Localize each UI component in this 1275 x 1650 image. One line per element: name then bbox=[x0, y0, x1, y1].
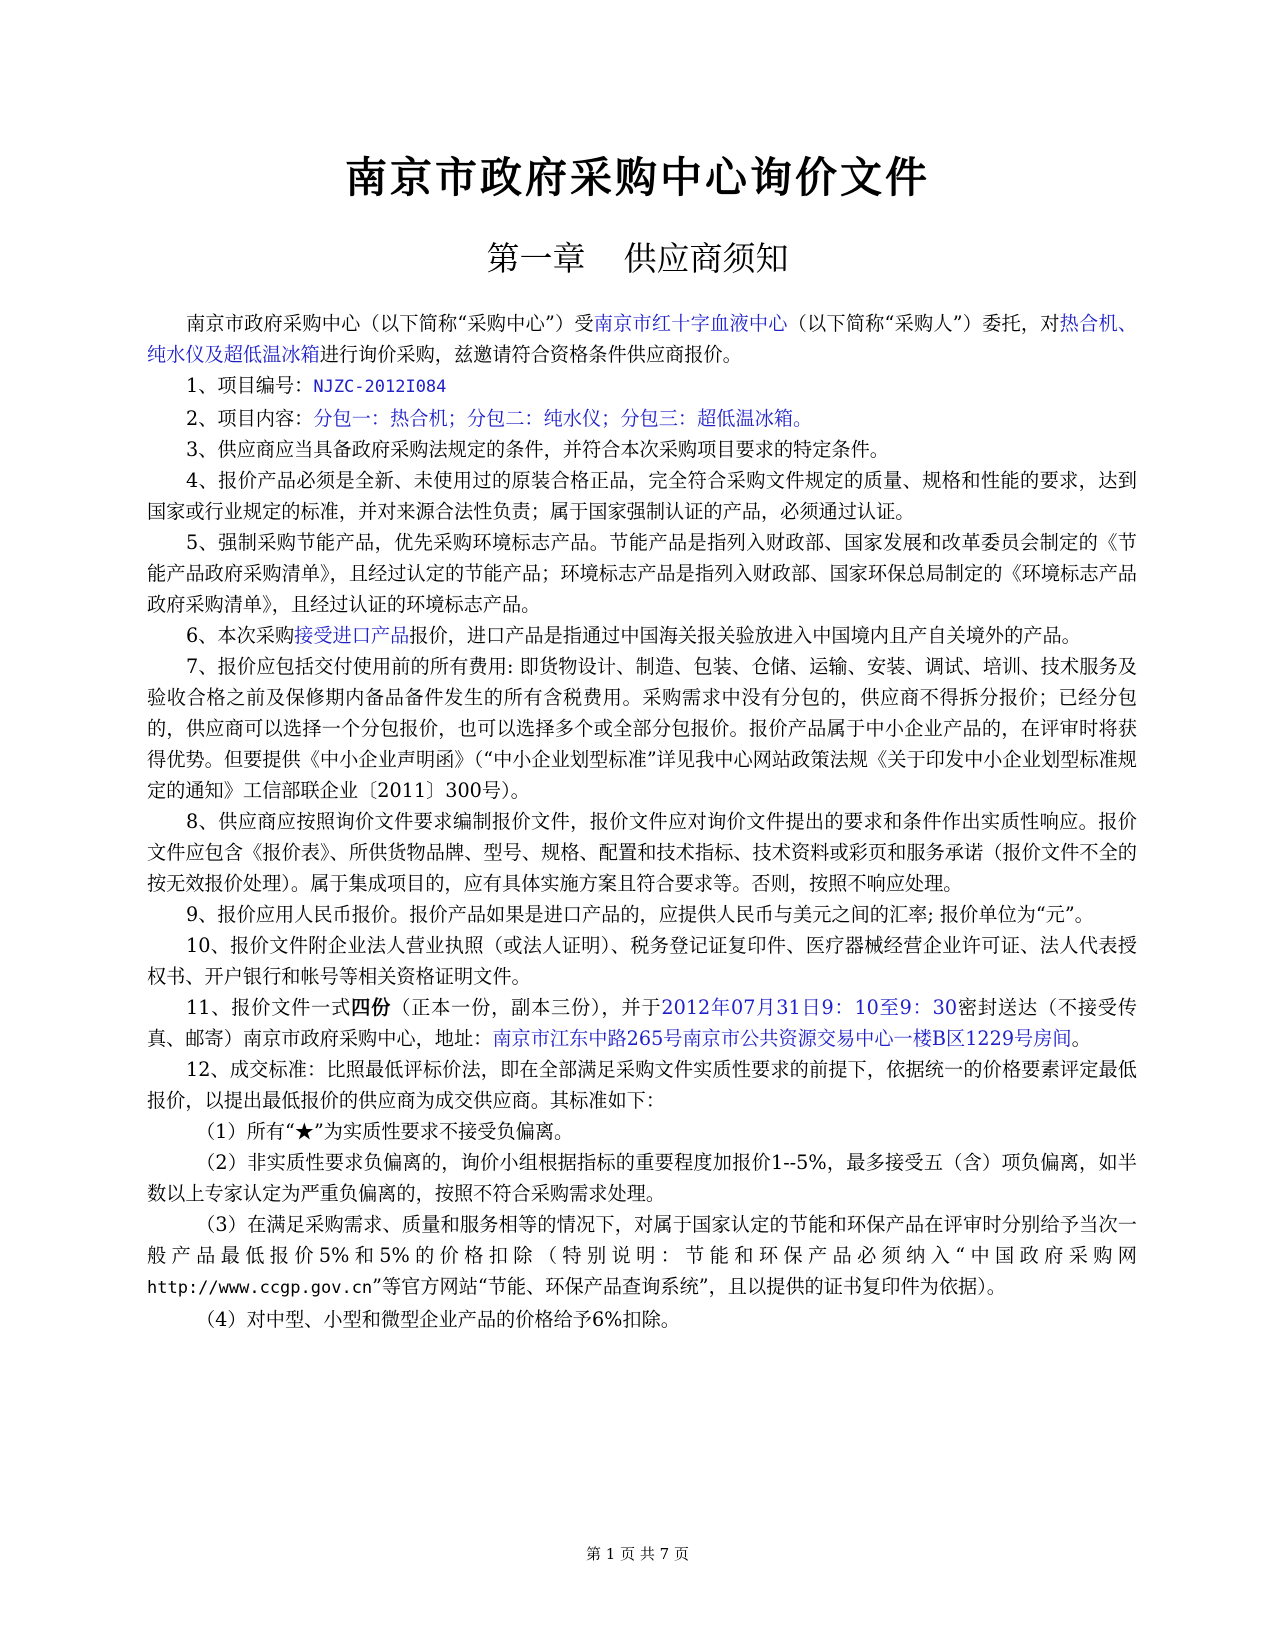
ccgp-url: http://www.ccgp.gov.cn bbox=[147, 1278, 373, 1298]
intro-paragraph: 南京市政府采购中心（以下简称“采购中心”）受南京市红十字血液中心（以下简称“采购人”）委托，对热合机、纯水仪及超低温冰箱进行询价采购，兹邀请符合资格条件供应商报价。 bbox=[147, 312, 1138, 366]
project-content: 分包一：热合机；分包二：纯水仪；分包三：超低温冰箱。 bbox=[313, 407, 813, 430]
item-10: 10、报价文件附企业法人营业执照（或法人证明）、税务登记证复印件、医疗器械经营企业许可证、法人代表授权书、开户银行和帐号等相关资格证明文件。 bbox=[147, 934, 1137, 988]
project-number: NJZC-2012I084 bbox=[313, 377, 447, 397]
document-body bbox=[147, 308, 1137, 1335]
document-title: 南京市政府采购中心询价文件 bbox=[344, 153, 930, 202]
item-7: 7、报价应包括交付使用前的所有费用: 即货物设计、制造、包装、仓储、运输、安装、调试、培训、技术服务及验收合格之前及保修期内备品备件发生的所有含税费用。采购需求中没有分包的，供应商不得拆分报价；已经分包的，供应商可以选择一个分包报价，也可以选择多个或全部分包报价。报价产品属于中小企业产品的，在评审时将获得优势。但要提供《中小企业声明函》（“中小企业划型标准”详见我中心网站政策法规《关于印发中小企业划型标准规定的通知》工信部联企业〔2011〕300号）。 bbox=[147, 655, 1137, 802]
import-policy: 接受进口产品 bbox=[294, 624, 410, 647]
chapter-name: 供应商须知 bbox=[623, 239, 789, 278]
purchaser-name: 南京市红十字血液中心 bbox=[593, 312, 788, 335]
item-9: 9、报价应用人民币报价。报价产品如果是进口产品的，应提供人民币与美元之间的汇率; 报价单位为“元”。 bbox=[186, 903, 1094, 926]
sub-item-3: （3）在满足采购需求、质量和服务相等的情况下，对属于国家认定的节能和环保产品在评审时分别给予当次一般产品最低报价5%和5%的价格扣除（特别说明：节能和环保产品必须纳入“中国政府采购网http://www.ccgp.gov.cn”等官方网站“节能、环保产品查询系统”，且以提供的证书复印件为依据）。 bbox=[147, 1213, 1137, 1298]
sub-item-2: （2）非实质性要求负偏离的，询价小组根据指标的重要程度加报价1--5%，最多接受五（含）项负偏离，如半数以上专家认定为严重负偏离的，按照不符合采购需求处理。 bbox=[147, 1151, 1137, 1205]
sub-item-1: （1）所有“★”为实质性要求不接受负偏离。 bbox=[196, 1120, 574, 1143]
page-footer: 第 1 页 共 7 页 bbox=[586, 1545, 689, 1563]
item-11: 11、报价文件一式四份（正本一份，副本三份），并于2012年07月31日9：10至9：30密封送达（不接受传真、邮寄）南京市政府采购中心，地址：南京市江东中路265号南京市公共资源交易中心一楼B区1229号房间。 bbox=[147, 996, 1137, 1050]
item-3: 3、供应商应当具备政府采购法规定的条件，并符合本次采购项目要求的特定条件。 bbox=[186, 438, 889, 461]
item-4: 4、报价产品必须是全新、未使用过的原装合格正品，完全符合采购文件规定的质量、规格和性能的要求，达到国家或行业规定的标准，并对来源合法性负责；属于国家强制认证的产品，必须通过认证。 bbox=[147, 469, 1137, 523]
item-5: 5、强制采购节能产品，优先采购环境标志产品。节能产品是指列入财政部、国家发展和改革委员会制定的《节能产品政府采购清单》，且经过认定的节能产品；环境标志产品是指列入财政部、国家环保总局制定的《环境标志产品政府采购清单》，且经过认证的环境标志产品。 bbox=[147, 531, 1137, 616]
copies-count: 四份 bbox=[351, 996, 392, 1019]
item-1: 1、项目编号：NJZC-2012I084 bbox=[186, 374, 447, 397]
item-8: 8、供应商应按照询价文件要求编制报价文件，报价文件应对询价文件提出的要求和条件作出实质性响应。报价文件应包含《报价表》、所供货物品牌、型号、规格、配置和技术指标、技术资料或彩页和服务承诺（报价文件不全的按无效报价处理）。属于集成项目的，应有具体实施方案且符合要求等。否则，按照不响应处理。 bbox=[147, 810, 1137, 895]
chapter-number: 第一章 bbox=[486, 239, 586, 278]
chapter-heading bbox=[0, 236, 1275, 282]
item-2: 2、项目内容：分包一：热合机；分包二：纯水仪；分包三：超低温冰箱。 bbox=[186, 407, 813, 430]
item-6: 6、本次采购接受进口产品报价，进口产品是指通过中国海关报关验放进入中国境内且产自关境外的产品。 bbox=[186, 624, 1081, 647]
procurement-items: 热合机、纯水仪及超低温冰箱 bbox=[147, 312, 1138, 366]
submission-time: 2012年07月31日9：10至9：30 bbox=[661, 996, 958, 1019]
submission-address: 南京市江东中路265号南京市公共资源交易中心一楼B区1229号房间 bbox=[492, 1027, 1072, 1050]
sub-item-4: （4）对中型、小型和微型企业产品的价格给予6%扣除。 bbox=[196, 1308, 680, 1331]
item-12: 12、成交标准：比照最低评标价法，即在全部满足采购文件实质性要求的前提下，依据统一的价格要素评定最低报价，以提出最低报价的供应商为成交供应商。其标准如下： bbox=[147, 1058, 1137, 1112]
